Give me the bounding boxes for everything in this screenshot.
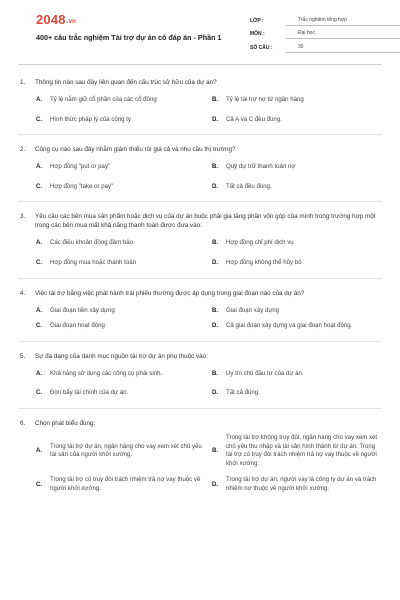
question-item bbox=[18, 419, 382, 494]
document-header bbox=[18, 0, 382, 62]
option-text: Trong tài trợ có truy đòi trách nhiệm trả nợ vay thuộc về người khởi xướng. bbox=[50, 476, 201, 492]
option-letter: C. bbox=[36, 322, 43, 330]
option-c[interactable] bbox=[36, 259, 206, 268]
option-text: Giai đoạn xây dựng bbox=[226, 306, 280, 314]
question-number: 5. bbox=[20, 352, 26, 360]
option-text: Quỹ dự trữ thanh toán nợ bbox=[226, 163, 296, 171]
question-item bbox=[18, 352, 382, 409]
option-c[interactable] bbox=[36, 116, 206, 125]
option-text: Hợp đồng không thể hủy bỏ bbox=[226, 258, 302, 266]
option-text: Các điều khoản đồng đảm bảo bbox=[50, 239, 134, 247]
option-letter: D. bbox=[212, 182, 219, 190]
option-letter: C. bbox=[36, 258, 43, 266]
option-b[interactable] bbox=[212, 434, 382, 468]
meta-row-subject bbox=[250, 26, 400, 40]
option-text: Trong tài trợ không truy đòi, ngân hàng cho vay xem xét chủ yếu thu nhập và tài sản hình thành từ dự án. Trong tài trợ có truy đòi trách nhiệm trả nợ vay thuộc về người khởi xướng. bbox=[226, 433, 378, 467]
question-number: 6. bbox=[20, 419, 26, 427]
option-text: Tất cả đúng. bbox=[226, 389, 260, 397]
question-text: Việc tài trợ bằng việc phát hành trái phiếu thường được áp dụng trong giai đoạn nào của dự án? bbox=[35, 289, 305, 297]
option-d[interactable] bbox=[212, 183, 382, 192]
option-letter: B. bbox=[212, 446, 219, 454]
question-divider bbox=[18, 278, 382, 279]
question-text: Thông tin nào sau đây liên quan đến cấu trúc sở hữu của dự án? bbox=[35, 79, 217, 86]
option-text: Trong tài trợ dự án, người vay là công ty dự án và trách nhiệm nợ thuộc về người khởi xướng. bbox=[226, 476, 377, 492]
option-text: Hợp đồng chỉ phí dịch vụ bbox=[226, 239, 294, 247]
option-c[interactable] bbox=[36, 389, 206, 398]
meta-value: Trắc nghiệm tổng hợp bbox=[286, 17, 400, 26]
page-title: 400+ câu trắc nghiệm Tài trợ dự án có đáp án - Phần 1 bbox=[36, 33, 222, 42]
question-number: 3. bbox=[20, 213, 26, 221]
option-d[interactable] bbox=[212, 116, 382, 125]
option-letter: D. bbox=[212, 389, 219, 397]
meta-row-class bbox=[250, 12, 400, 26]
option-a[interactable] bbox=[36, 239, 206, 248]
option-c[interactable] bbox=[36, 476, 206, 493]
option-a[interactable] bbox=[36, 370, 206, 379]
option-text: Hình thức pháp lý của công ty bbox=[50, 115, 131, 123]
option-text: Giai đoạn tiền xây dựng bbox=[50, 306, 115, 314]
question-number: 2. bbox=[20, 146, 26, 154]
option-b[interactable] bbox=[212, 370, 382, 379]
option-text: Trong tài trợ dự án, ngân hàng cho vay xem xét chủ yếu tài sản của người khởi xướng. bbox=[50, 442, 202, 459]
meta-value: 30 bbox=[286, 44, 400, 53]
option-letter: A. bbox=[36, 239, 43, 247]
question-text: Sự đa dạng của danh mục nguồn tài trợ dự án phụ thuộc vào: bbox=[35, 352, 208, 360]
option-letter: B. bbox=[212, 239, 219, 247]
option-text: Giai đoạn hoạt động bbox=[50, 322, 105, 330]
option-b[interactable] bbox=[212, 239, 382, 248]
question-divider bbox=[18, 201, 382, 202]
question-text: Công cụ nào sau đây nhằm giảm thiểu rủi giá cả và nhu cầu thị trường? bbox=[35, 146, 236, 154]
meta-row-count bbox=[250, 39, 400, 53]
option-text: Đòn bẩy tài chính của dự án. bbox=[50, 389, 129, 397]
logo-suffix-text: .vn bbox=[66, 19, 77, 25]
option-d[interactable] bbox=[212, 389, 382, 398]
option-text: Tỷ lệ nắm giữ cổ phần của các cổ đông bbox=[50, 96, 157, 103]
option-letter: B. bbox=[212, 306, 219, 314]
question-text: Yêu cầu các bên mua sản phẩm hoặc dịch vụ của dự án buộc phải gia tăng phần vốn góp của mình trong trường hợp một trong các bên mua mất khả năng thanh toán được đưa vào: bbox=[35, 213, 376, 230]
option-letter: C. bbox=[36, 182, 43, 190]
option-a[interactable] bbox=[36, 307, 206, 316]
option-text: Cả giai đoạn xây dựng và giai đoạn hoạt động. bbox=[226, 322, 353, 330]
option-letter: C. bbox=[36, 480, 43, 488]
question-item bbox=[18, 212, 382, 278]
question-divider bbox=[18, 134, 382, 135]
option-letter: A. bbox=[36, 96, 43, 103]
option-c[interactable] bbox=[36, 322, 206, 331]
question-list bbox=[18, 78, 382, 494]
meta-value: Đại học bbox=[286, 30, 400, 39]
meta-label: LỚP : bbox=[250, 17, 264, 24]
option-text: Tỷ lệ tài trợ nợ từ ngân hàng bbox=[226, 96, 304, 103]
option-letter: B. bbox=[212, 163, 219, 171]
option-b[interactable] bbox=[212, 96, 382, 105]
question-number: 4. bbox=[20, 289, 26, 297]
option-b[interactable] bbox=[212, 307, 382, 316]
option-a[interactable] bbox=[36, 96, 206, 105]
logo-main-text: 2048 bbox=[36, 12, 66, 27]
option-text: Hợp đồng "put or pay" bbox=[50, 163, 111, 171]
option-letter: D. bbox=[212, 115, 219, 123]
option-letter: B. bbox=[212, 369, 219, 377]
option-text: Hợp đồng "take or pay" bbox=[50, 182, 114, 190]
option-c[interactable] bbox=[36, 183, 206, 192]
option-text: Uy tín chủ đầu tư của dự án. bbox=[226, 369, 304, 377]
option-letter: D. bbox=[212, 322, 219, 330]
meta-info-block bbox=[250, 12, 400, 53]
option-letter: D. bbox=[212, 258, 219, 266]
question-text: Chọn phát biểu đúng: bbox=[35, 419, 96, 427]
option-b[interactable] bbox=[212, 163, 382, 172]
question-item bbox=[18, 289, 382, 342]
option-letter: C. bbox=[36, 389, 43, 397]
option-letter: A. bbox=[36, 446, 43, 454]
header-divider bbox=[18, 64, 382, 65]
option-letter: A. bbox=[36, 306, 43, 314]
option-letter: A. bbox=[36, 163, 43, 171]
option-a[interactable] bbox=[36, 434, 206, 468]
question-divider bbox=[18, 341, 382, 342]
option-text: Tất cả đều đúng. bbox=[226, 182, 272, 190]
meta-label: SỐ CÂU : bbox=[250, 44, 273, 51]
option-text: Hợp đồng mua hoặc thanh toán bbox=[50, 258, 136, 266]
question-item bbox=[18, 78, 382, 135]
option-d[interactable] bbox=[212, 322, 382, 331]
option-d[interactable] bbox=[212, 259, 382, 268]
question-divider bbox=[18, 408, 382, 409]
option-d[interactable] bbox=[212, 476, 382, 493]
question-number: 1. bbox=[20, 79, 26, 86]
option-letter: B. bbox=[212, 96, 219, 103]
option-text: Khả năng sử dụng các công cụ phái sinh. bbox=[50, 369, 163, 377]
option-letter: C. bbox=[36, 115, 43, 123]
site-logo[interactable] bbox=[36, 12, 76, 27]
question-item bbox=[18, 145, 382, 202]
meta-label: MÔN : bbox=[250, 31, 265, 37]
option-a[interactable] bbox=[36, 163, 206, 172]
option-letter: D. bbox=[212, 480, 219, 488]
option-letter: A. bbox=[36, 369, 43, 377]
option-text: Cả A và C đều đúng. bbox=[226, 115, 282, 123]
